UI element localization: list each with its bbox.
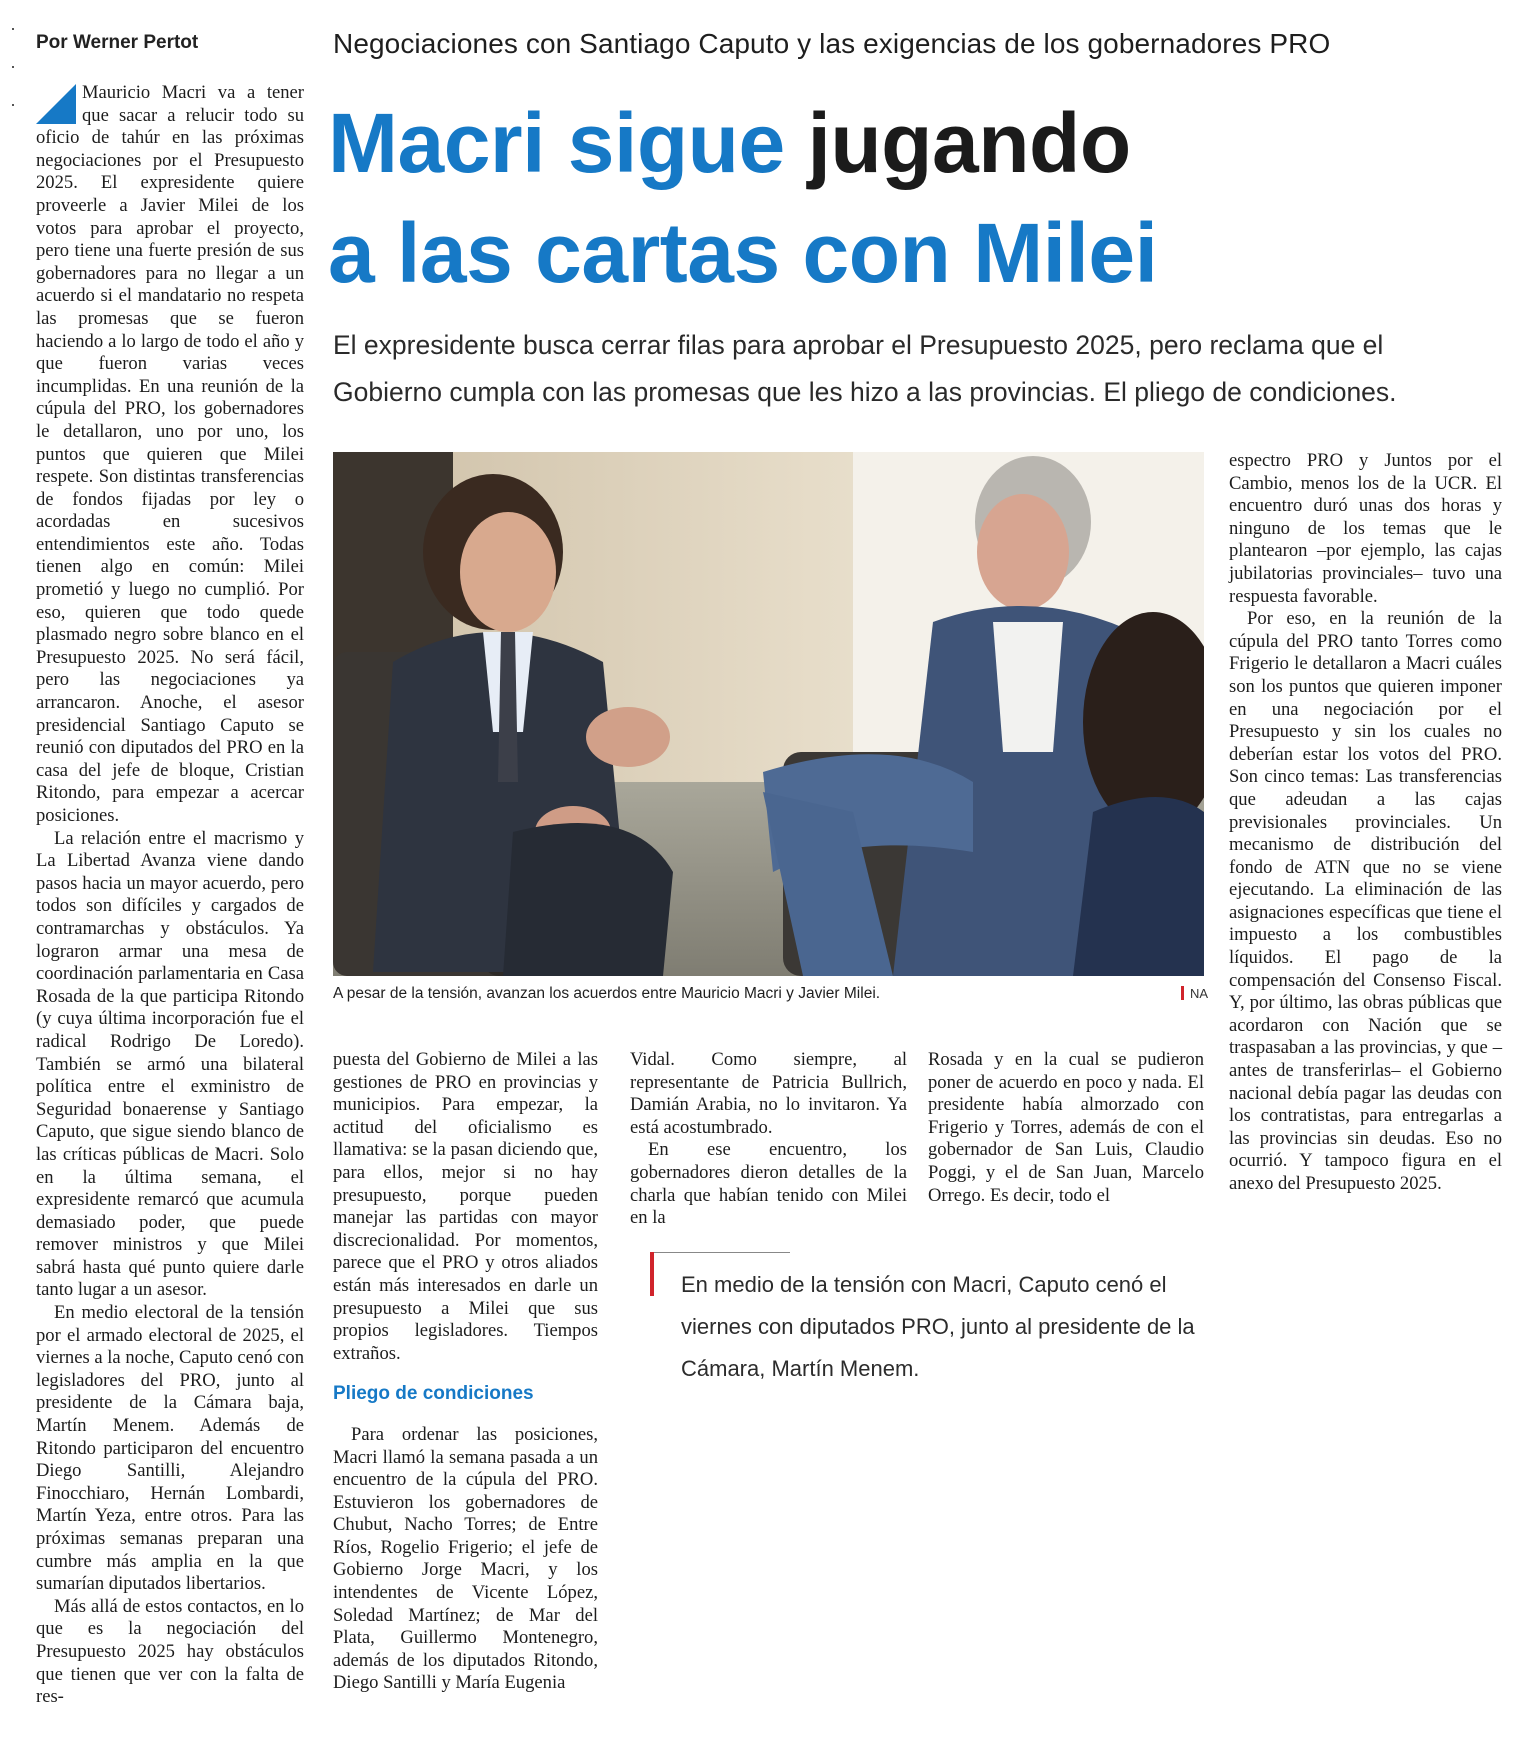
lead-paragraph xyxy=(36,82,304,828)
body-paragraph: Rosada y en la cual se pudieron poner de acuerdo en poco y nada. El presidente había almorzado con Frigerio y Torres, además de con el gobernador de San Luis, Claudio Poggi, y el de San Juan, Marcelo Orrego. Es decir, todo el xyxy=(928,1049,1204,1206)
body-paragraph: Por eso, en la reunión de la cúpula del PRO tanto Torres como Frigerio le detallaron a Macri cuáles son los puntos que quieren imponer en una negociación por el Presupuesto y sin los cuales no deberían estar los votos del PRO. Son cinco temas: Las transferencias que adeudan a las cajas previsionales provinciales. Un mecanismo de distribución del fondo de ATN que no se viene ejecutando. La eliminación de las asignaciones específicas que tiene el impuesto a los combustibles líquidos. El pago de la compensación del Consenso Fiscal. Y, por último, las obras públicas que acordaron con Nación que se traspasaban a las provincias, y que –antes de transferirlas– el Gobierno nacional debía pagar las deudas con los contratistas, para entregarlas a las provincias sin deudas. Eso no ocurrió. Y tampoco figura en el anexo del Presupuesto 2025. xyxy=(1229,608,1502,1194)
article-column-4 xyxy=(928,1049,1204,1207)
dropcap-triangle-icon xyxy=(36,84,76,124)
credit-bar-icon xyxy=(1181,986,1184,1000)
body-paragraph: En ese encuentro, los gobernadores dieron detalles de la charla que habían tenido con Milei en la xyxy=(630,1139,907,1229)
headline-black-part: jugando xyxy=(807,96,1131,190)
byline: Por Werner Pertot xyxy=(36,32,199,53)
pull-quote-text: En medio de la tensión con Macri, Caputo cenó el viernes con diputados PRO, junto al presidente de la Cámara, Martín Menem. xyxy=(681,1272,1195,1381)
body-paragraph: Para ordenar las posiciones, Macri llamó la semana pasada a un encuentro de la cúpula del PRO. Estuvieron los gobernadores de Chubut, Nacho Torres; de Entre Ríos, Rogelio Frigerio; el jefe de Gobierno Jorge Macri, y los intendentes de Vicente López, Soledad Martínez; de Mar del Plata, Guillermo Montenegro, además de los diputados Ritondo, Diego Santilli y María Eugenia xyxy=(333,1423,598,1694)
article-column-3 xyxy=(630,1049,907,1230)
body-paragraph: Vidal. Como siempre, al representante de Patricia Bullrich, Damián Arabia, no lo invitaron. Ya está acostumbrado. xyxy=(630,1049,907,1138)
article-column-2 xyxy=(333,1049,598,1695)
section-heading: Pliego de condiciones xyxy=(333,1383,534,1405)
article-column-5 xyxy=(1229,450,1502,1196)
headline-blue-part: Macri sigue xyxy=(328,96,785,190)
body-paragraph: En medio electoral de la tensión por el armado electoral de 2025, el viernes a la noche, Caputo cenó con legisladores del PRO, junto al presidente de la Cámara baja, Martín Menem. Además de Ritondo participaron del encuentro Diego Santilli, Alejandro Finocchiaro, Hernán Lombardi, Martín Yeza, entre otros. Para las próximas semanas preparan una cumbre más amplia en la que sumarían diputados libertarios. xyxy=(36,1302,304,1595)
photo-credit xyxy=(1181,986,1208,1001)
subhead: El expresidente busca cerrar filas para aprobar el Presupuesto 2025, pero reclama que el Gobierno cumpla con las promesas que les hizo a las provincias. El pliego de condiciones. xyxy=(333,330,1397,407)
photo-credit-text: NA xyxy=(1190,986,1209,1001)
article-column-1 xyxy=(36,82,304,1709)
photo-caption: A pesar de la tensión, avanzan los acuerdos entre Mauricio Macri y Javier Milei. xyxy=(333,985,881,1002)
lead-paragraph-text: Mauricio Macri va a tener que sacar a relucir todo su oficio de tahúr en las próximas negociaciones por el Presupuesto 2025. El expresidente quiere proveerle a Javier Milei de los votos para aprobar el proyecto, pero tiene una fuerte presión de sus gobernadores para no llegar a un acuerdo si el mandatario no respeta las promesas que se fueron haciendo a lo largo de todo el año y que fueron varias veces incumplidas. En una reunión de la cúpula del PRO, los gobernadores le detallaron, uno por uno, los puntos que quieren que Milei respete. Son distintas transferencias de fondos fijadas por ley o acordadas en sucesivos entendimientos este año. Todas tienen algo en común: Milei prometió y luego no cumplió. Por eso, quieren que todo quede plasmado negro sobre blanco en el Presupuesto 2025. No será fácil, pero las negociaciones ya arrancaron. Anoche, el asesor presidencial Santiago Caputo se reunió con diputados del PRO en la casa del jefe de bloque, Cristian Ritondo, para empezar a acercar posiciones. xyxy=(36,82,304,826)
body-paragraph: espectro PRO y Juntos por el Cambio, menos los de la UCR. El encuentro duró unas dos horas y ninguno de los temas que le plantearon –por ejemplo, las cajas jubilatorias provinciales– tuvo una respuesta favorable. xyxy=(1229,450,1502,607)
page-edge-marks xyxy=(12,28,16,142)
kicker: Negociaciones con Santiago Caputo y las exigencias de los gobernadores PRO xyxy=(333,28,1331,59)
body-paragraph: Más allá de estos contactos, en lo que es la negociación del Presupuesto 2025 hay obstáculos que tienen que ver con la falta de res- xyxy=(36,1595,304,1708)
headline xyxy=(328,88,1528,308)
headline-line-1 xyxy=(328,88,1528,198)
photo-milei-macri-meeting xyxy=(333,452,1204,976)
body-paragraph: La relación entre el macrismo y La Libertad Avanza viene dando pasos hacia un mayor acuerdo, pero todos son difíciles y cargados de contramarchas y obstáculos. Ya lograron armar una mesa de coordinación parlamentaria en Casa Rosada de la que participa Ritondo (y cuya última incorporación fue el radical Rodrigo De Loredo). También se armó una bilateral política entre el exministro de Seguridad bonaerense y Santiago Caputo, que sigue siendo blanco de las críticas públicas de Macri. Solo en la última semana, el expresidente remarcó que acumula demasiado poder, que puede remover ministros y que Milei sabrá hasta qué punto quiere darle tanto lugar a un asesor. xyxy=(36,827,304,1301)
article-photo xyxy=(333,452,1204,976)
pull-quote-rule xyxy=(650,1252,790,1253)
pull-quote-red-bar xyxy=(650,1252,654,1296)
body-paragraph: puesta del Gobierno de Milei a las gestiones de PRO en provincias y municipios. Para empezar, la actitud del oficialismo es llamativa: se la pasan diciendo que, para ellos, mejor si no hay presupuesto, porque pueden manejar las partidas con mayor discrecionalidad. Por momentos, parece que el PRO y otros aliados están más interesados en darle un presupuesto a Milei que sus propios legisladores. Tiempos extraños. xyxy=(333,1049,598,1364)
headline-line-2: a las cartas con Milei xyxy=(328,206,1158,300)
